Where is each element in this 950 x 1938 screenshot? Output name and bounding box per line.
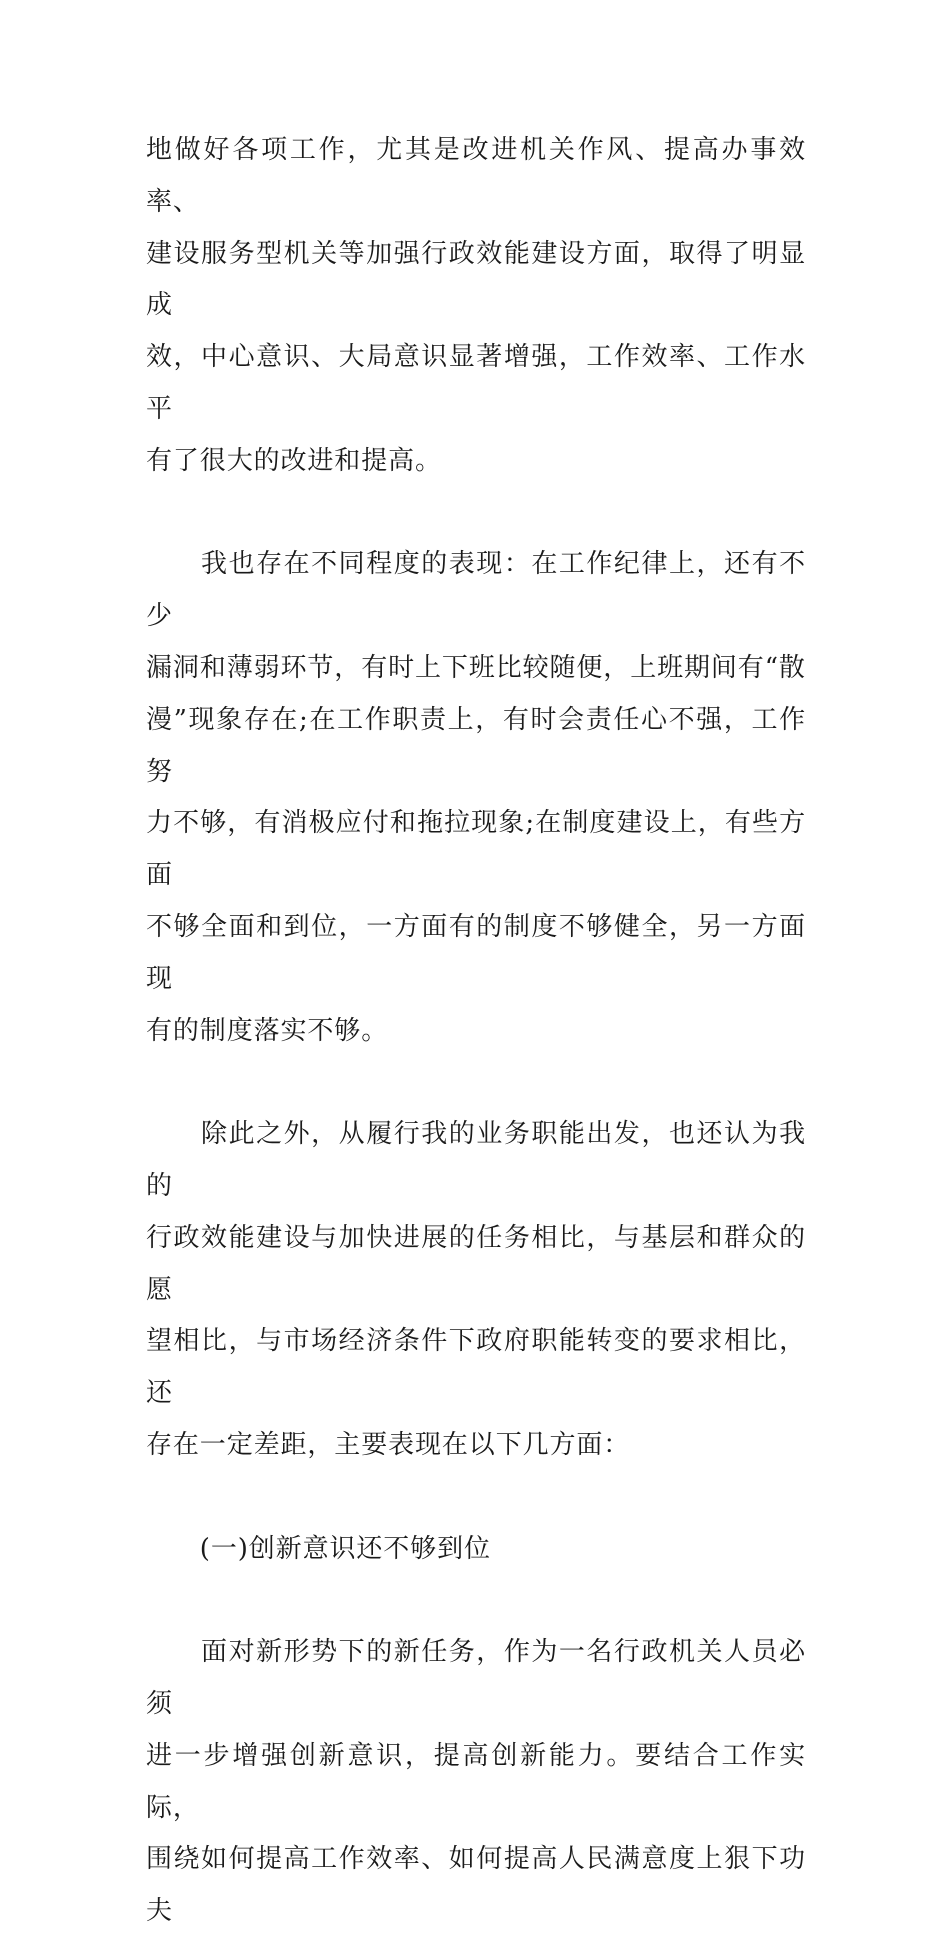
text-line: 不够全面和到位，一方面有的制度不够健全，另一方面现 [146,911,806,994]
paragraph-spacer [146,488,806,540]
paragraph-spacer [146,1472,806,1524]
text-line: 我也存在不同程度的表现：在工作纪律上，还有不少 [146,549,806,632]
text-line: 漏洞和薄弱环节，有时上下班比较随便，上班期间有“散 [146,652,806,683]
text-line: 围绕如何提高工作效率、如何提高人民满意度上狠下功夫 [146,1844,806,1927]
paragraph-2 [146,539,806,1057]
text-line: 效，中心意识、大局意识显著增强，工作效率、工作水平 [146,342,806,424]
paragraph-3 [146,1109,806,1472]
text-line: 除此之外，从履行我的业务职能出发，也还认为我的 [146,1119,806,1201]
text-line: 望相比，与市场经济条件下政府职能转变的要求相比，还 [146,1326,806,1409]
paragraph-spacer [146,1575,806,1627]
text-line: 有的制度落实不够。 [146,1015,389,1046]
text-line: 进一步增强创新意识，提高创新能力。要结合工作实际， [146,1740,806,1823]
text-line: 面对新形势下的新任务，作为一名行政机关人员必须 [146,1637,806,1719]
text-line: 有了很大的改进和提高。 [146,445,442,476]
text-line: 行政效能建设与加快进展的任务相比，与基层和群众的愿 [146,1222,806,1305]
paragraph-1 [146,125,806,488]
text-line: 力不够，有消极应付和拖拉现象;在制度建设上，有些方面 [146,808,806,891]
section-heading [146,1524,806,1576]
text-line: 建设服务型机关等加强行政效能建设方面，取得了明显成 [146,238,806,321]
text-line: 存在一定差距，主要表现在以下几方面： [146,1429,631,1460]
paragraph-4 [146,1627,806,1938]
document-body [146,125,806,1938]
text-line: 漫”现象存在;在工作职责上，有时会责任心不强，工作努 [146,704,806,787]
paragraph-spacer [146,1057,806,1109]
text-line: 地做好各项工作，尤其是改进机关作风、提高办事效率、 [146,135,806,217]
heading-line: (一)创新意识还不够到位 [146,1533,491,1564]
